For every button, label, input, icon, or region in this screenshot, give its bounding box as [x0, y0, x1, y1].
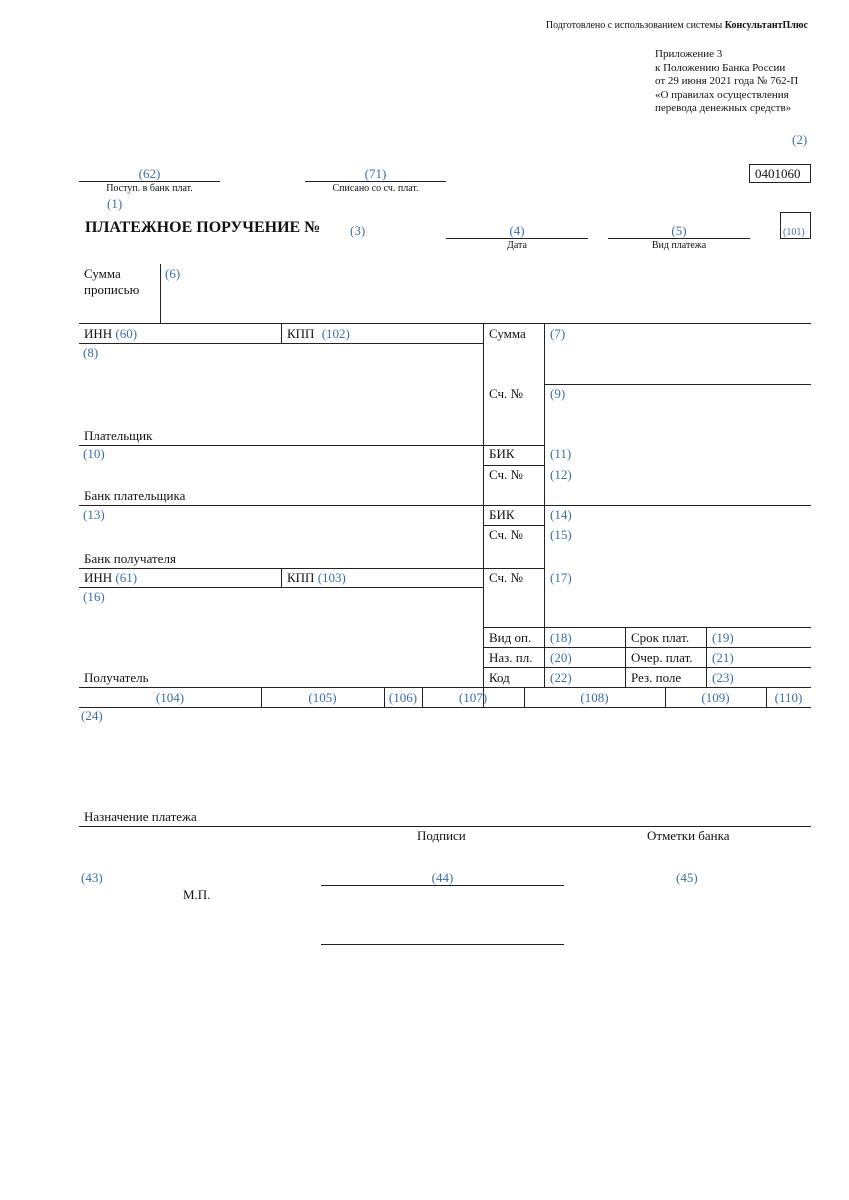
signatures-label: Подписи — [417, 828, 466, 843]
field-code-104[interactable]: (104) — [155, 690, 185, 705]
field-code-13[interactable]: (13) — [83, 507, 105, 522]
annex-line: к Положению Банка России — [655, 61, 786, 74]
payer-bank-account-label: Сч. № — [489, 467, 523, 482]
grid-line — [79, 568, 544, 569]
grid-line — [483, 323, 484, 707]
field-code-60: (60) — [115, 326, 138, 341]
payee-bank-account-label: Сч. № — [489, 527, 523, 542]
annex-line: «О правилах осуществления — [655, 88, 789, 101]
page-title: ПЛАТЕЖНОЕ ПОРУЧЕНИЕ № — [85, 219, 321, 236]
grid-line — [79, 707, 811, 708]
amount-words-label-line2: прописью — [84, 282, 140, 297]
field-code-6[interactable]: (6) — [165, 266, 181, 281]
grid-line — [79, 587, 483, 588]
payment-type-line — [608, 238, 750, 239]
field-code-110[interactable]: (110) — [774, 690, 803, 705]
annex-line: Приложение 3 — [655, 48, 723, 60]
bank-marks-label: Отметки банка — [647, 828, 730, 843]
date-line — [446, 238, 588, 239]
field-code-107[interactable]: (107) — [458, 690, 488, 705]
payee-bank-bik-label: БИК — [489, 507, 515, 522]
field-code-23[interactable]: (23) — [712, 670, 734, 685]
field-code-17[interactable]: (17) — [550, 570, 572, 585]
field-code-2: (2) — [792, 132, 808, 147]
payer-account-label: Сч. № — [489, 386, 523, 401]
field-code-5[interactable]: (5) — [671, 223, 687, 238]
field-code-1: (1) — [107, 196, 123, 211]
prepared-brand: КонсультантПлюс — [724, 20, 808, 31]
grid-line — [544, 384, 811, 385]
payer-label: Плательщик — [84, 428, 153, 443]
pay-term-label: Срок плат. — [631, 630, 690, 645]
amount-label: Сумма — [489, 326, 526, 341]
grid-line — [79, 505, 811, 506]
field-code-21[interactable]: (21) — [712, 650, 734, 665]
field-code-61: (61) — [115, 570, 138, 585]
prepared-prefix: Подготовлено с использованием системы — [545, 20, 725, 31]
purpose-code-label: Наз. пл. — [489, 650, 533, 665]
grid-line — [625, 627, 626, 687]
grid-line — [281, 568, 282, 587]
field-code-11[interactable]: (11) — [550, 446, 572, 461]
grid-line — [483, 525, 544, 526]
field-code-45[interactable]: (45) — [676, 870, 698, 885]
debited-label: Списано со сч. плат. — [332, 183, 419, 194]
payee-bank-label: Банк получателя — [84, 551, 176, 566]
field-code-44[interactable]: (44) — [431, 870, 454, 885]
field-code-12[interactable]: (12) — [550, 467, 572, 482]
field-code-15[interactable]: (15) — [550, 527, 572, 542]
annex-line: от 29 июня 2021 года № 762-П — [655, 75, 799, 87]
field-code-7[interactable]: (7) — [550, 326, 566, 341]
grid-line — [79, 343, 483, 344]
reserve-label: Рез. поле — [631, 670, 682, 685]
field-code-108[interactable]: (108) — [580, 690, 609, 705]
grid-line — [79, 687, 811, 688]
grid-line — [281, 323, 282, 343]
received-line — [79, 181, 220, 182]
code-label: Код — [489, 670, 510, 685]
field-code-22[interactable]: (22) — [550, 670, 572, 685]
payee-inn-label: ИНН — [84, 570, 113, 585]
field-code-62[interactable]: (62) — [138, 166, 161, 181]
field-code-105[interactable]: (105) — [308, 690, 337, 705]
field-code-16[interactable]: (16) — [83, 589, 105, 604]
amount-words-divider — [160, 264, 161, 323]
field-code-106[interactable]: (106) — [388, 690, 418, 705]
payee-inn-cell[interactable] — [84, 570, 137, 586]
payer-kpp-label: КПП — [287, 326, 315, 341]
field-code-14[interactable]: (14) — [550, 507, 572, 522]
grid-line — [483, 667, 811, 668]
field-code-3[interactable]: (3) — [350, 223, 366, 238]
field-code-8[interactable]: (8) — [83, 345, 99, 360]
field-code-18[interactable]: (18) — [550, 630, 572, 645]
field-code-24[interactable]: (24) — [81, 708, 103, 723]
field-code-9[interactable]: (9) — [550, 386, 566, 401]
payer-bank-label: Банк плательщика — [84, 488, 186, 503]
payee-kpp-label: КПП — [287, 570, 315, 585]
received-label: Поступ. в банк плат. — [106, 183, 193, 194]
debited-line — [305, 181, 446, 182]
grid-line — [79, 323, 811, 324]
field-code-43[interactable]: (43) — [81, 870, 103, 885]
amount-words-label — [84, 266, 139, 298]
payer-inn-label: ИНН — [84, 326, 113, 341]
payer-bank-bik-label: БИК — [489, 446, 515, 461]
grid-line — [79, 826, 811, 827]
field-code-103: (103) — [317, 570, 346, 585]
field-code-19[interactable]: (19) — [712, 630, 734, 645]
grid-line — [483, 647, 811, 648]
payee-kpp-cell[interactable] — [287, 570, 346, 586]
annex-block — [655, 48, 798, 116]
field-code-71[interactable]: (71) — [364, 166, 387, 181]
field-code-102: (102) — [321, 326, 350, 341]
signature-line-2 — [321, 944, 564, 945]
payer-kpp-cell[interactable] — [287, 326, 350, 342]
grid-line — [483, 465, 544, 466]
annex-line: перевода денежных средств» — [655, 102, 792, 114]
okud-code-box: 0401060 — [749, 164, 811, 183]
payer-inn-cell[interactable] — [84, 326, 137, 342]
field-code-4[interactable]: (4) — [509, 223, 525, 238]
payee-account-label: Сч. № — [489, 570, 523, 585]
payment-type-label: Вид платежа — [651, 240, 707, 251]
grid-line — [79, 445, 544, 446]
field-code-101: (101) — [783, 227, 805, 238]
grid-line — [483, 627, 811, 628]
field-code-10[interactable]: (10) — [83, 446, 105, 461]
grid-line — [706, 627, 707, 687]
purpose-label: Назначение платежа — [84, 809, 197, 824]
payee-label: Получатель — [84, 670, 149, 685]
signature-line-1 — [321, 885, 564, 886]
stamp-label: М.П. — [183, 887, 211, 902]
field-code-20[interactable]: (20) — [550, 650, 572, 665]
amount-words-label-line1: Сумма — [84, 266, 121, 281]
field-code-109[interactable]: (109) — [701, 690, 730, 705]
pay-order-label: Очер. плат. — [631, 650, 693, 665]
date-label: Дата — [507, 240, 527, 251]
prepared-note — [546, 20, 808, 31]
op-type-label: Вид оп. — [489, 630, 532, 645]
